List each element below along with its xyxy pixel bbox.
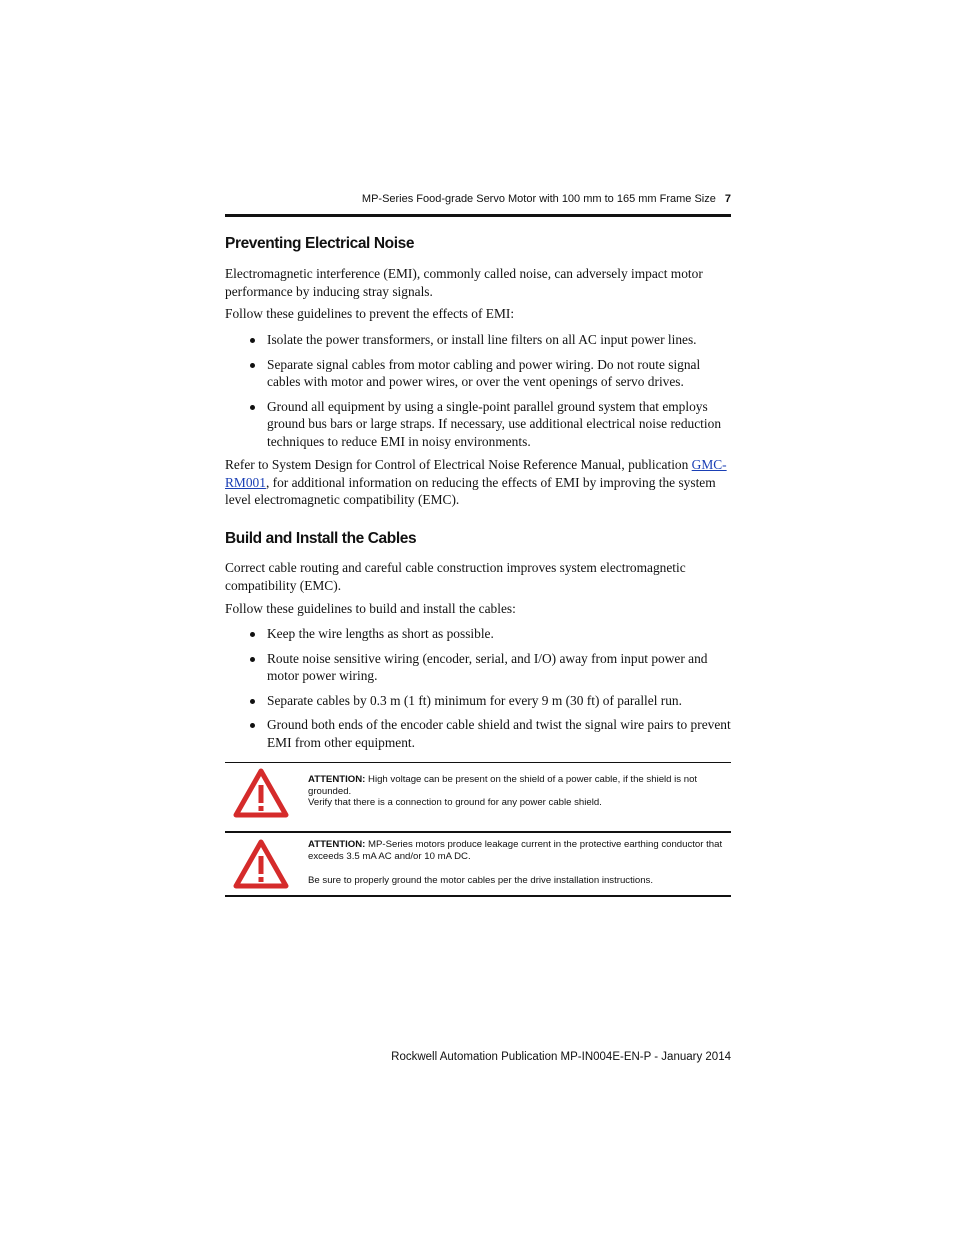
list-item: Route noise sensitive wiring (encoder, serial, and I/O) away from input power and motor power wiring. (225, 650, 731, 685)
list-item: Ground all equipment by using a single-point parallel ground system that employs ground bus bars or large straps. If necessary, use additional electrical noise reduction techniques to reduce EMI in noisy environments. (225, 398, 731, 451)
list-item: Ground both ends of the encoder cable shield and twist the signal wire pairs to prevent EMI from other equipment. (225, 716, 731, 751)
attention-text (308, 774, 723, 798)
attention-message: High voltage can be present on the shield of a power cable, if the shield is not grounded. (308, 774, 698, 797)
header-rule (225, 214, 731, 217)
reference-text-before: Refer to System Design for Control of Electrical Noise Reference Manual, publication (225, 457, 692, 472)
list-item: Isolate the power transformers, or install line filters on all AC input power lines. (225, 331, 731, 349)
paragraph-reference (225, 456, 731, 509)
paragraph-cable-intro: Correct cable routing and careful cable construction improves system electromagnetic compatibility (EMC). (225, 560, 686, 593)
list-item: Keep the wire lengths as short as possible. (225, 625, 731, 643)
warning-triangle-icon (233, 839, 289, 889)
list-item: Separate cables by 0.3 m (1 ft) minimum for every 9 m (30 ft) of parallel run. (225, 692, 731, 710)
attention-box-leakage-current (225, 833, 731, 899)
reference-text-after: , for additional information on reducing the effects of EMI by improving the system level electromagnetic compatibility (EMC). (225, 474, 716, 507)
attention-instruction: Verify that there is a connection to ground for any power cable shield. (308, 797, 602, 808)
section-title-preventing-noise: Preventing Electrical Noise (225, 235, 415, 252)
paragraph-emi-guidelines: Follow these guidelines to prevent the effects of EMI: (225, 306, 515, 321)
cable-guideline-list (225, 625, 731, 751)
warning-triangle-icon (233, 768, 289, 818)
attention-text (308, 839, 723, 863)
attention-label: ATTENTION: (308, 839, 366, 850)
publication-footer: Rockwell Automation Publication MP-IN004E-EN-P - January 2014 (391, 1051, 731, 1063)
attention-instruction: Be sure to properly ground the motor cables per the drive installation instructions. (308, 875, 654, 886)
paragraph-emi-intro: Electromagnetic interference (EMI), commonly called noise, can adversely impact motor performance by inducing stray signals. (225, 266, 703, 299)
gmc-rm001-link[interactable]: GMC-RM001 (225, 457, 727, 490)
emi-guideline-list (225, 331, 731, 450)
list-item: Separate signal cables from motor cabling and power wiring. Do not route signal cables with motor and power wires, or over the vent openings of servo drives. (225, 356, 731, 391)
attention-top-rule (225, 762, 731, 763)
running-header (225, 193, 731, 205)
attention-bottom-rule (225, 895, 731, 897)
section-title-build-cables: Build and Install the Cables (225, 530, 417, 547)
attention-box-shield-voltage (225, 762, 731, 832)
page-number: 7 (724, 193, 731, 205)
attention-message: MP-Series motors produce leakage current in the protective earthing conductor that exceeds 3.5 mA AC and/or 10 mA DC. (308, 839, 723, 862)
running-title: MP-Series Food-grade Servo Motor with 100 mm to 165 mm Frame Size (361, 193, 716, 205)
paragraph-cable-guidelines: Follow these guidelines to build and install the cables: (225, 601, 516, 616)
attention-label: ATTENTION: (308, 774, 366, 785)
